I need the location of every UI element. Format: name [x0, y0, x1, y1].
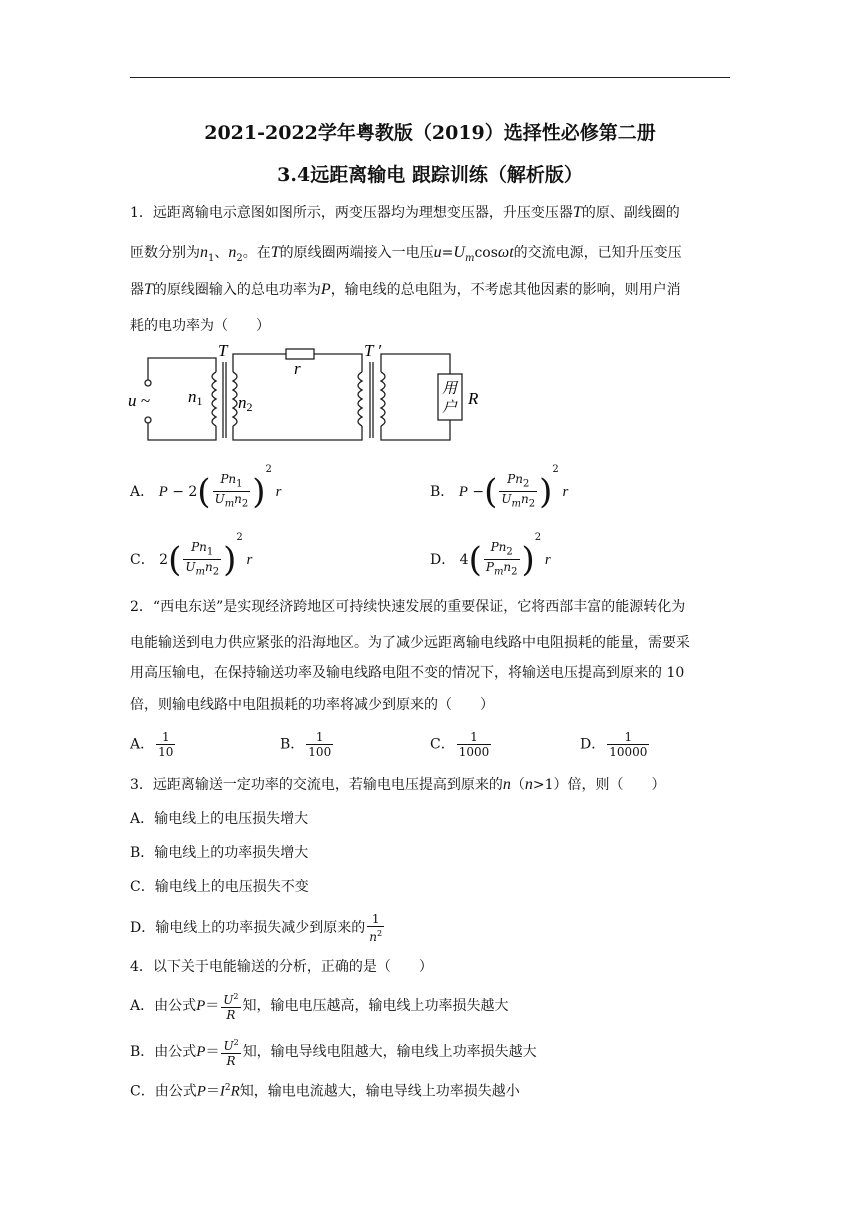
- header-rule: [130, 77, 730, 78]
- q3-option-a[interactable]: A．输电线上的电压损失增大: [130, 811, 309, 827]
- transformer-Tprime-label: T ′: [364, 341, 382, 360]
- q3-option-b[interactable]: B．输电线上的功率损失增大: [130, 845, 309, 861]
- load-R-label: R: [468, 389, 479, 408]
- doc-title: 2021-2022学年粤教版（2019）选择性必修第二册: [204, 122, 656, 144]
- q2-option-c[interactable]: C． $\frac{1}{1000}$: [430, 730, 490, 759]
- q4-option-c[interactable]: C．由公式$P=I^2R$知，输电电流越大，输电导线上功率损失越小: [130, 1083, 520, 1100]
- q2-line1: 2．“西电东送”是实现经济跨地区可持续快速发展的重要保证，它将西部丰富的能源转化为: [130, 599, 686, 615]
- q3-option-c[interactable]: C．输电线上的电压损失不变: [130, 879, 309, 895]
- q3-stem: 3．远距离输送一定功率的交流电，若输电电压提高到原来的n（n>1）倍，则（ ）: [130, 776, 666, 793]
- circuit-diagram: [120, 340, 500, 455]
- q4-stem: 4．以下关于电能输送的分析，正确的是（ ）: [130, 959, 433, 975]
- q2-option-b[interactable]: B． $\frac{1}{100}$: [280, 730, 332, 759]
- q2-option-d[interactable]: D． $\frac{1}{10000}$: [580, 730, 648, 759]
- q2-option-a[interactable]: A． $\frac{1}{10}$: [130, 730, 174, 759]
- q1-option-d[interactable]: D． 4( $\frac{Pn_2}{P_mn_2}$ )$^2$ r: [430, 532, 551, 580]
- q4-option-a[interactable]: A．由公式P＝ $\frac{U^2}{R}$ 知，输电电压越高，输电线上功率损失越大: [130, 992, 509, 1022]
- q1-option-c[interactable]: C． 2( $\frac{Pn_1}{U_mn_2}$ )$^2$ r: [130, 532, 253, 580]
- n2-label: n2: [238, 393, 253, 414]
- resistor-r-label: r: [294, 359, 301, 378]
- q3-option-d[interactable]: D．输电线上的功率损失减少到原来的 $\frac{1}{n^2}$: [130, 912, 383, 944]
- n1-label: n1: [188, 387, 203, 408]
- user-label-2: 户: [442, 398, 458, 416]
- q1-option-b[interactable]: B． P −( $\frac{Pn_2}{U_mn_2}$ )$^2$ r: [430, 464, 569, 512]
- q1-line3: 器T的原线圈输入的总电功率为P，输电线的总电阻为，不考虑其他因素的影响，则用户消: [130, 281, 681, 298]
- q2-line4: 倍，则输电线路中电阻损耗的功率将减少到原来的（ ）: [130, 697, 494, 713]
- transformer-T-label: T: [218, 341, 228, 360]
- q1-line1: 1．远距离输电示意图如图所示，两变压器均为理想变压器，升压变压器T的原、副线圈的: [130, 204, 680, 221]
- q1-line2: 匝数分别为$n_1$、$n_2$。在T的原线圈两端接入一电压$u=U_m\cos\omega t$的交流电源，已知升压变压: [130, 244, 682, 264]
- q2-line2: 电能输送到电力供应紧张的沿海地区。为了减少远距离输电线路中电阻损耗的能量，需要采: [130, 635, 690, 651]
- q1-option-a[interactable]: A． P − 2( $\frac{Pn_1}{U_mn_2}$ )$^2$ r: [130, 464, 282, 512]
- q2-line3: 用高压输电，在保持输送功率及输电线路电阻不变的情况下，将输送电压提高到原来的 10: [130, 665, 685, 681]
- q4-option-b[interactable]: B．由公式P＝ $\frac{U^2}{R}$ 知，输电导线电阻越大，输电线上功率损失越大: [130, 1038, 537, 1068]
- doc-subtitle: 3.4远距离输电 跟踪训练（解析版）: [277, 164, 583, 186]
- q1-line4: 耗的电功率为（ ）: [130, 318, 270, 334]
- user-label-1: 用: [442, 379, 458, 397]
- source-label: u ~: [128, 391, 150, 410]
